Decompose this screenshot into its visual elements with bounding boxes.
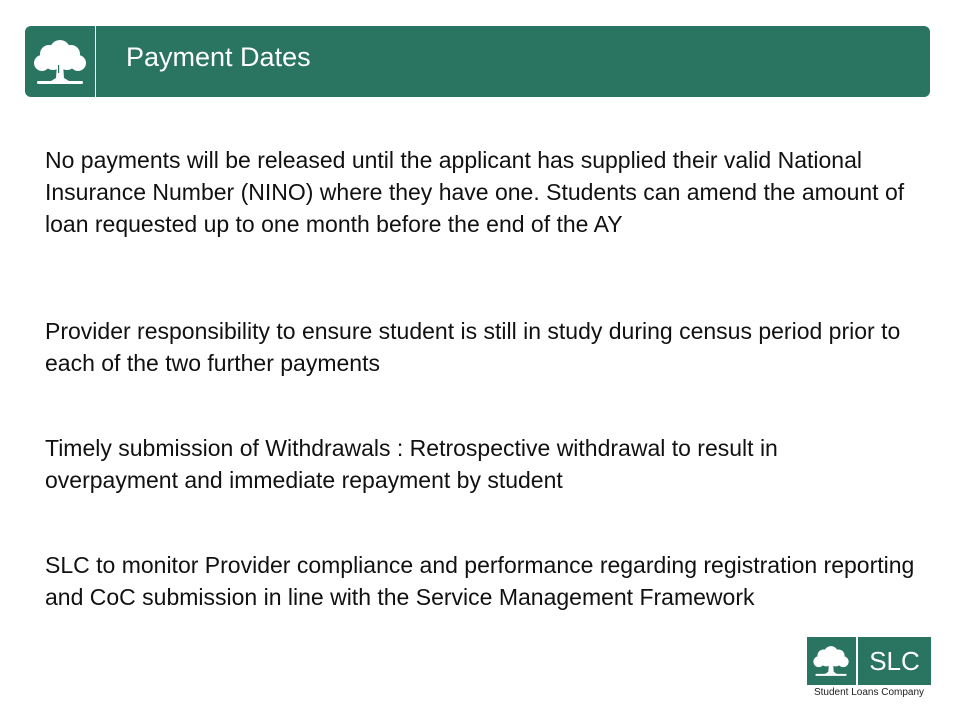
- header-bar: [25, 26, 930, 97]
- slc-logo-letters: SLC: [869, 646, 920, 676]
- oak-tree-icon: [807, 637, 855, 685]
- slc-logo-box: [807, 637, 931, 685]
- oak-tree-icon: [25, 26, 95, 97]
- header-divider: [95, 26, 96, 97]
- paragraph-slc-monitoring: SLC to monitor Provider compliance and performance regarding registration reporting and CoC submission in line with the Service Management Framework: [45, 552, 915, 610]
- slc-logo-caption: Student Loans Company: [813, 687, 925, 698]
- slc-logo: [807, 637, 931, 701]
- paragraph-withdrawals: Timely submission of Withdrawals : Retrospective withdrawal to result in overpayment and immediate repayment by student: [45, 435, 778, 493]
- page-title: Payment Dates: [126, 42, 311, 72]
- paragraph-provider-responsibility: Provider responsibility to ensure student is still in study during census period prior to each of the two further payments: [45, 318, 901, 376]
- paragraph-nino: No payments will be released until the applicant has supplied their valid National Insurance Number (NINO) where they have one. Students can amend the amount of loan requested up to one month before the end of the AY: [45, 147, 905, 237]
